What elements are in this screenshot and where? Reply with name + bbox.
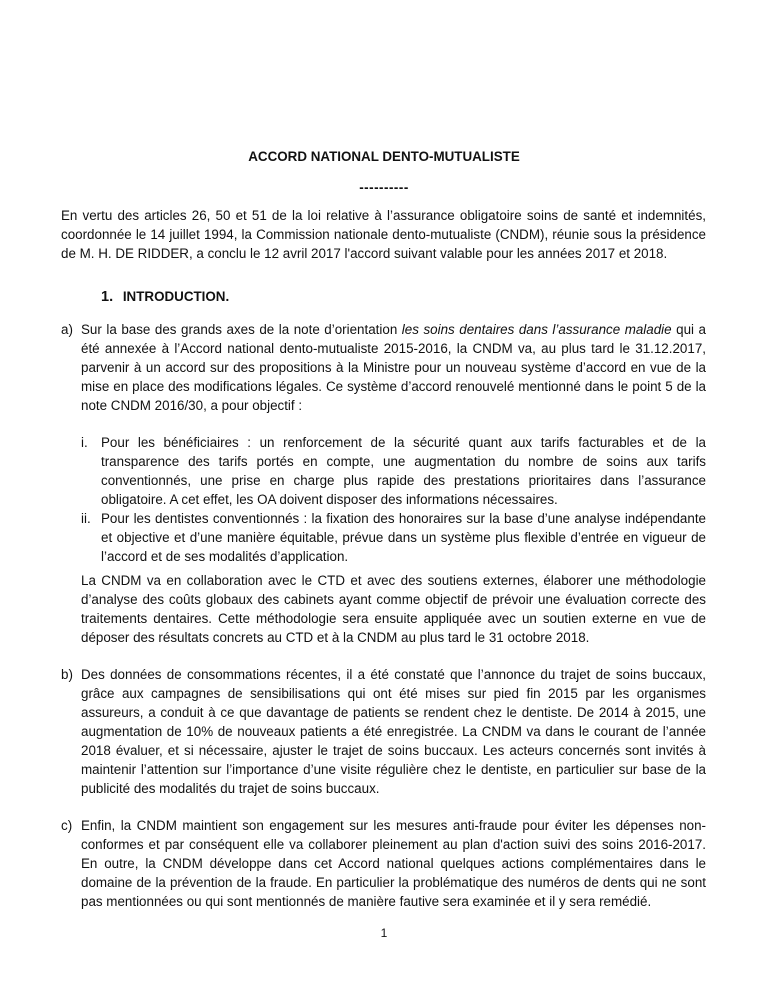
intro-paragraph: En vertu des articles 26, 50 et 51 de la loi relative à l’assurance obligatoire soins de santé et indemnités, coordonnée le 14 juillet 1994, la Commission nationale dento-mutualiste (CNDM), réunie sous la présidence de M. H. DE RIDDER, a conclu le 12 avril 2017 l'accord suivant valable pour les années 2017 et 2018.	[61, 208, 706, 261]
item-text: Enfin, la CNDM maintient son engagement sur les mesures anti-fraude pour éviter les dépenses non-conformes et par conséquent elle va collaborer pleinement au plan d'action suivi des soins 2016-2017. En outre, la CNDM développe dans cet Accord national quelques actions complémentaires dans le domaine de la prévention de la fraude. En particulier la problématique des numéros de dents qui ne sont pas mentionnées ou qui sont mentionnés de manière fautive sera examinée et il y sera remédié.	[81, 818, 706, 909]
item-text: Sur la base des grands axes de la note d’orientation les soins dentaires dans l’assurance maladie qui a été annexée à l’Accord national dento-mutualiste 2015-2016, la CNDM va, au plus tard le 31.12.2017, parvenir à un accord sur des propositions à la Ministre pour un nouveau système d’accord en vue de la mise en place des modifications légales. Ce système d’accord renouvelé mentionné dans le point 5 de la note CNDM 2016/30, a pour objectif :	[81, 322, 706, 413]
item-label: c)	[61, 818, 73, 833]
page-number: 1	[380, 926, 388, 940]
sub-item-label: ii.	[81, 511, 91, 526]
item-label: b)	[61, 667, 73, 682]
sub-item-label: i.	[81, 435, 88, 450]
section-number: 1.	[101, 289, 114, 305]
item-text: Des données de consommations récentes, il a été constaté que l’annonce du trajet de soins buccaux, grâce aux campagnes de sensibilisations qui ont été mises sur pied fin 2015 par les organismes assureurs, a conduit à ce que davantage de patients se rendent chez le dentiste. De 2014 à 2015, une augmentation de 10% de nouveaux patients a été enregistrée. La CNDM va dans le courant de l’année 2018 évaluer, et si nécessaire, ajuster le trajet de soins buccaux. Les acteurs concernés sont invités à maintenir l’attention sur l’importance d’une visite régulière chez le dentiste, en particulier sur base de la publicité des modalités du trajet de soins buccaux.	[81, 667, 706, 796]
document-title: ACCORD NATIONAL DENTO-MUTUALISTE	[248, 149, 520, 164]
item-label: a)	[61, 322, 73, 337]
sub-item-text: Pour les dentistes conventionnés : la fixation des honoraires sur la base d’une analyse indépendante et objective et d’une manière équitable, prévue dans un système plus flexible d’entrée en vigueur de l’accord et de ses modalités d’application.	[101, 511, 706, 564]
italic-title: les soins dentaires dans l’assurance maladie	[401, 322, 672, 337]
section-heading	[101, 287, 229, 307]
methodology-paragraph: La CNDM va en collaboration avec le CTD et avec des soutiens externes, élaborer une méthodologie d’analyse des coûts globaux des cabinets ayant comme objectif de prévoir une évaluation correcte des traitements dentaires. Cette méthodologie sera ensuite appliquée avec un soutien externe en vue de déposer des résultats concrets au CTD et à la CNDM au plus tard le 31 octobre 2018.	[81, 573, 706, 645]
section-title: INTRODUCTION.	[122, 289, 230, 304]
list-item-b	[61, 665, 706, 798]
list-item-c	[61, 816, 706, 911]
sub-item-i	[81, 433, 706, 509]
title-separator: ----------	[359, 180, 409, 195]
sub-item-text: Pour les bénéficiaires : un renforcement de la sécurité quant aux tarifs facturables et de la transparence des tarifs portés en compte, une augmentation du nombre de soins aux tarifs conventionnés, une prise en charge plus rapide des prestations prioritaires dans l’assurance obligatoire. A cet effet, les OA doivent disposer des informations nécessaires.	[101, 435, 706, 507]
list-item-a	[61, 320, 706, 415]
sub-item-ii	[81, 509, 706, 566]
